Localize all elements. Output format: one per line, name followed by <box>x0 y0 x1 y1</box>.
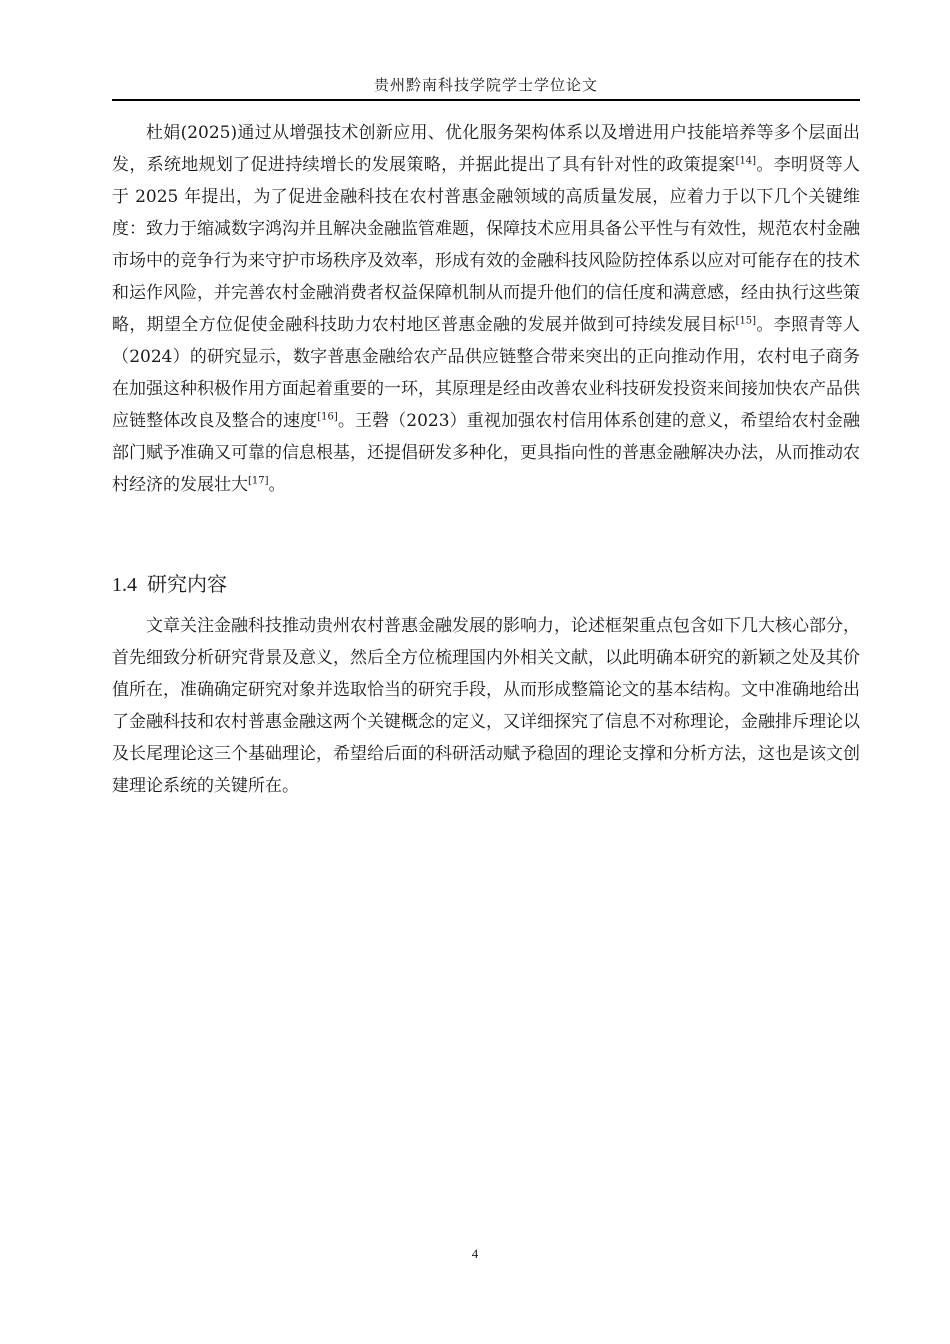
paragraph-text: 。李明贤等人于 2025 年提出，为了促进金融科技在农村普惠金融领域的高质量发展，应着力于以下几个关键维度：致力于缩减数字鸿沟并且解决金融监管难题，保障技术应用具备公平性与有效性，规范农村金融市场中的竞争行为来守护市场秩序及效率，形成有效的金融科技风险防控体系以应对可能存在的技术和运作风险，并完善农村金融消费者权益保障机制从而提升他们的信任度和满意感，经由执行这些策略，期望全方位促使金融科技助力农村地区普惠金融的发展并做到可持续发展目标 <box>112 155 861 335</box>
running-header: 贵州黔南科技学院学士学位论文 <box>373 76 598 94</box>
section-number: 1.4 <box>112 574 137 596</box>
section-heading <box>112 567 227 602</box>
research-content-paragraph: 文章关注金融科技推动贵州农村普惠金融发展的影响力，论述框架重点包含如下几大核心部分，首先细致分析研究背景及意义，然后全方位梳理国内外相关文献，以此明确本研究的新颖之处及其价值所在，准确确定研究对象并选取恰当的研究手段，从而形成整篇论文的基本结构。文中准确地给出了金融科技和农村普惠金融这两个关键概念的定义，又详细探究了信息不对称理论，金融排斥理论以及长尾理论这三个基础理论，希望给后面的科研活动赋予稳固的理论支撑和分析方法，这也是该文创建理论系统的关键所在。 <box>112 616 860 796</box>
header-rule <box>112 99 860 101</box>
paragraph-text: 。 <box>268 475 286 495</box>
research-content-block <box>112 610 860 802</box>
citation-17: [17] <box>248 475 269 487</box>
citation-14: [14] <box>735 155 757 167</box>
literature-review-block <box>112 117 860 501</box>
citation-16: [16] <box>317 411 338 423</box>
citation-15: [15] <box>735 315 757 327</box>
page-number: 4 <box>471 1246 479 1261</box>
section-title: 研究内容 <box>147 572 227 596</box>
paragraph-text: 。李照青等人（2024）的研究显示，数字普惠金融给农产品供应链整合带来突出的正向推动作用，农村电子商务在加强这种积极作用方面起着重要的一环，其原理是经由改善农业科技研发投资来间接加快农产品供应链整体改良及整合的速度 <box>112 315 861 431</box>
paragraph-text: 。王磬（2023）重视加强农村信用体系创建的意义，希望给农村金融部门赋予准确又可靠的信息根基，还提倡研发多种化，更具指向性的普惠金融解决办法，从而推动农村经济的发展壮大 <box>112 411 861 495</box>
paragraph-text: 杜娟(2025)通过从增强技术创新应用、优化服务架构体系以及增进用户技能培养等多个层面出发，系统地规划了促进持续增长的发展策略，并据此提出了具有针对性的政策提案 <box>112 123 860 175</box>
literature-paragraph <box>112 117 860 501</box>
